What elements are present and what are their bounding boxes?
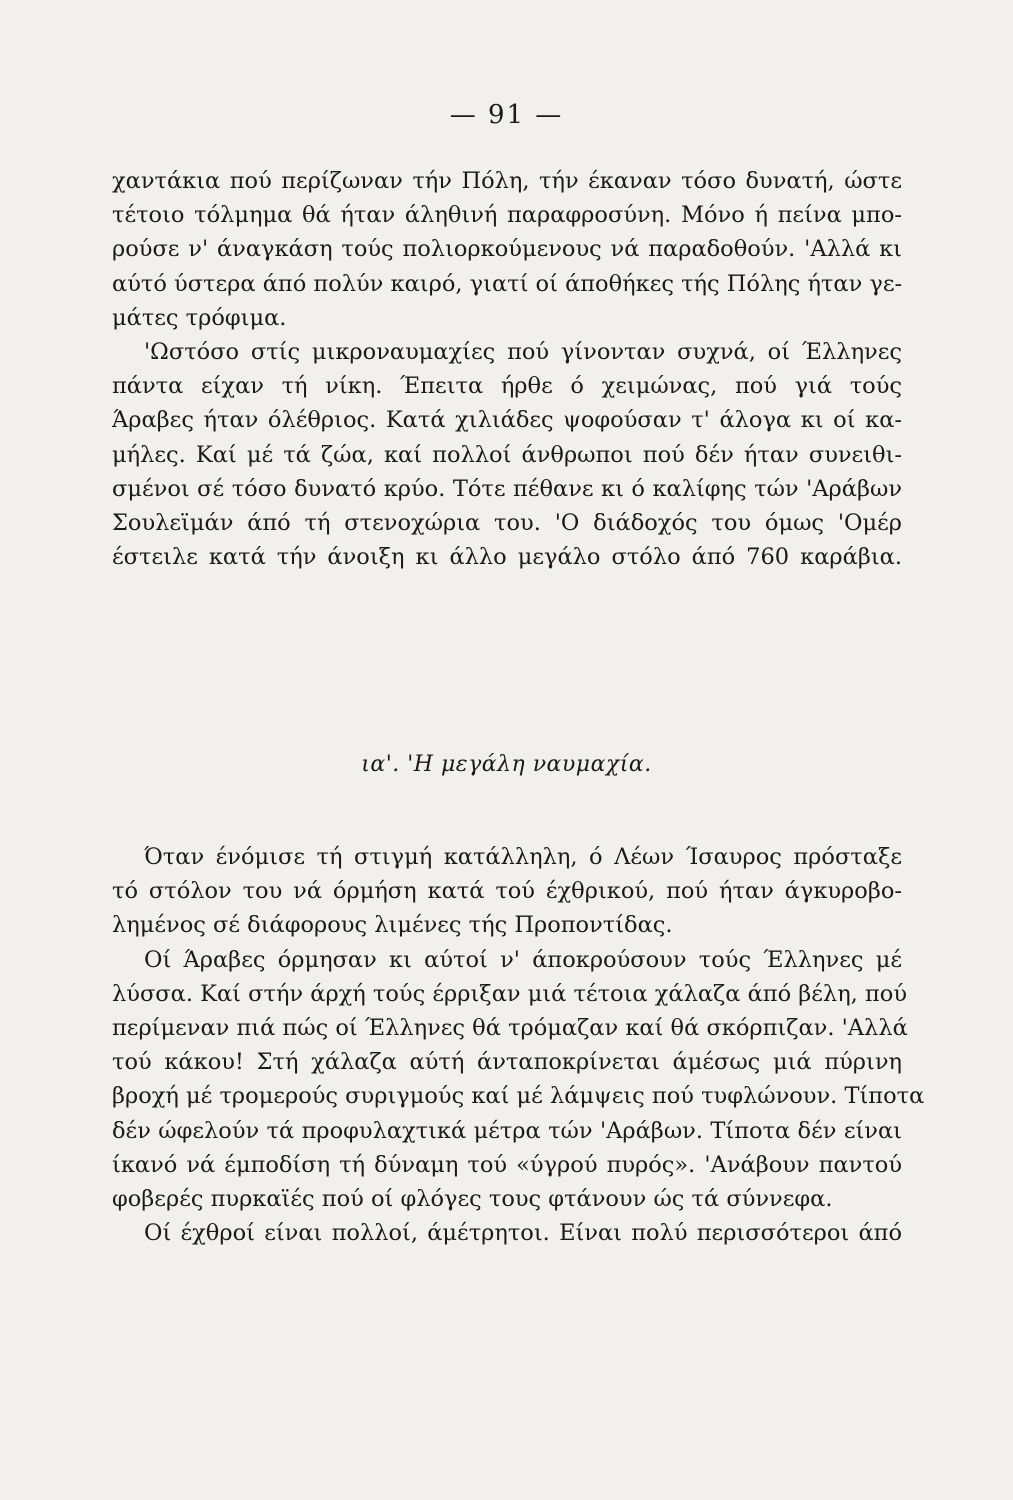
page-number: — 91 — (449, 100, 564, 130)
text-line: αύτό ύστερα άπό πολύν καιρό, γιατί οί άποθήκες τής Πόλης ήταν γε- (112, 270, 903, 297)
text-line: σμένοι σέ τόσο δυνατό κρύο. Τότε πέθανε κι ό καλίφης τών 'Αράβων (112, 475, 902, 502)
text-line: ίκανό νά έμποδίση τή δύναμη τού «ύγρού πυρός». 'Ανάβουν παντού (112, 1151, 902, 1178)
text-line: Οί Άραβες όρμησαν κι αύτοί ν' άποκρούσουν τούς Έλληνες μέ (144, 946, 902, 973)
text-line: 'Ωστόσο στίς μικροναυμαχίες πού γίνονταν συχνά, οί Έλληνες (144, 338, 902, 365)
text-line: φοβερές πυρκαϊές πού οί φλόγες τους φτάνουν ώς τά σύννεφα. (112, 1185, 833, 1212)
text-line: Άραβες ήταν όλέθριος. Κατά χιλιάδες ψοφούσαν τ' άλογα κι οί κα- (112, 407, 902, 434)
text-line: Οί έχθροί είναι πολλοί, άμέτρητοι. Είναι πολύ περισσότεροι άπό (144, 1220, 902, 1247)
text-line: έστειλε κατά τήν άνοιξη κι άλλο μεγάλο στόλο άπό 760 καράβια. (112, 544, 902, 571)
text-line: μήλες. Καί μέ τά ζώα, καί πολλοί άνθρωποι πού δέν ήταν συνειθι- (112, 441, 902, 468)
text-line: δέν ώφελούν τά προφυλαχτικά μέτρα τών 'Αράβων. Τίποτα δέν είναι (112, 1117, 902, 1144)
text-line: χαντάκια πού περίζωναν τήν Πόλη, τήν έκαναν τόσο δυνατή, ώστε (112, 168, 902, 194)
section-heading: ια'. 'Η μεγάλη ναυμαχία. (361, 752, 652, 777)
text-after-heading (112, 840, 925, 1250)
text-line: Όταν ένόμισε τή στιγμή κατάλληλη, ό Λέων Ίσαυρος πρόσταξε (144, 844, 902, 870)
text-line: λύσσα. Καί στήν άρχή τούς έρριξαν μιά τέτοια χάλαζα άπό βέλη, πού (112, 980, 907, 1007)
text-before-heading (112, 164, 902, 574)
text-line: λημένος σέ διάφορους λιμένες τής Προποντίδας. (112, 912, 673, 939)
text-line: βροχή μέ τρομερούς συριγμούς καί μέ λάμψεις πού τυφλώνουν. Τίποτα (112, 1083, 925, 1110)
text-line: τό στόλον του νά όρμήση κατά τού έχθρικού, πού ήταν άγκυροβο- (112, 878, 902, 905)
text-line: τού κάκου! Στή χάλαζα αύτή άνταποκρίνεται άμέσως μιά πύρινη (112, 1049, 902, 1076)
text-line: μάτες τρόφιμα. (112, 304, 287, 331)
text-line: περίμεναν πιά πώς οί Έλληνες θά τρόμαζαν καί θά σκόρπιζαν. 'Αλλά (112, 1014, 908, 1041)
text-line: ρούσε ν' άναγκάση τούς πολιορκούμενους νά παραδοθούν. 'Αλλά κι (112, 236, 902, 263)
text-line: πάντα είχαν τή νίκη. Έπειτα ήρθε ό χειμώνας, πού γιά τούς (112, 373, 902, 400)
text-line: τέτοιο τόλμημα θά ήταν άληθινή παραφροσύνη. Μόνο ή πείνα μπο- (112, 202, 902, 229)
text-line: Σουλεϊμάν άπό τή στενοχώρια του. 'Ο διάδοχός του όμως 'Ομέρ (112, 509, 902, 536)
